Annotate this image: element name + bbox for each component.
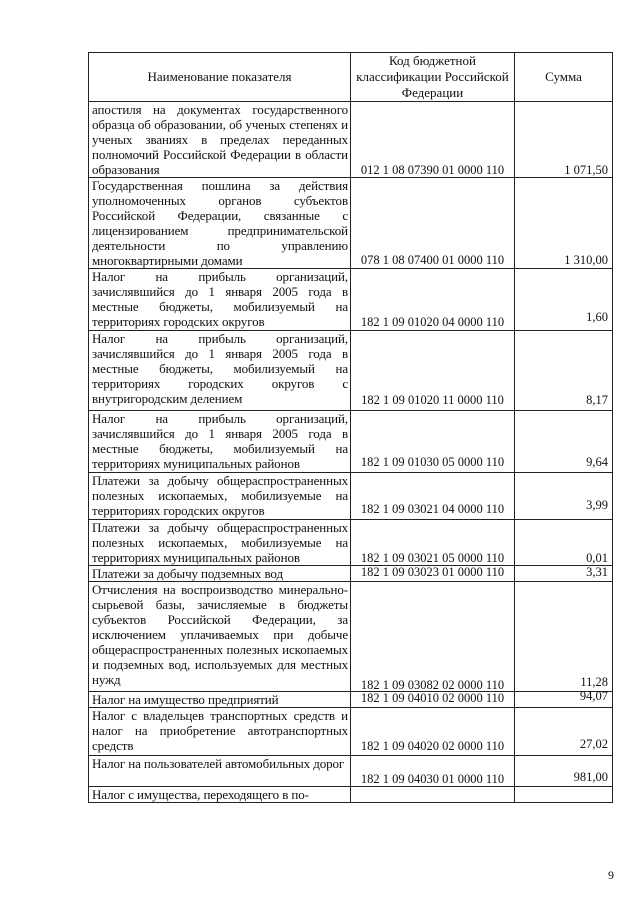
row-name: Налог с имущества, переходящего в по- (92, 787, 309, 802)
table-row (89, 756, 613, 787)
row-sum: 8,17 (586, 393, 608, 407)
row-code: 078 1 08 07400 01 0000 110 (360, 253, 505, 267)
row-code: 182 1 09 04010 02 0000 110 (360, 691, 505, 705)
row-code: 012 1 08 07390 01 0000 110 (360, 163, 505, 177)
header-name: Наименование показателя (89, 53, 351, 102)
row-name: Платежи за добычу подземных вод (92, 566, 283, 581)
row-code: 182 1 09 01020 04 0000 110 (360, 315, 505, 329)
table-row (89, 331, 613, 411)
row-name: апостиля на документах государственного образца об образовании, об ученых степенях и ученых званиях в пределах переданных полномочий Российской Федерации в области образования (92, 102, 348, 177)
table-row (89, 582, 613, 692)
table-row (89, 178, 613, 269)
row-name: Налог на пользователей автомобильных дорог (92, 756, 345, 771)
row-code: 182 1 09 03021 05 0000 110 (360, 551, 505, 565)
table-row (89, 102, 613, 178)
row-sum: 11,28 (580, 675, 608, 689)
row-code: 182 1 09 03023 01 0000 110 (360, 565, 505, 579)
row-code: 182 1 09 04030 01 0000 110 (360, 772, 505, 786)
row-sum: 94,07 (579, 689, 608, 703)
row-sum: 3,31 (586, 565, 608, 579)
row-code: 182 1 09 03021 04 0000 110 (360, 502, 505, 516)
budget-table (88, 52, 613, 803)
row-sum: 0,01 (586, 551, 608, 565)
row-sum: 1,60 (586, 310, 608, 324)
row-name: Налог на прибыль организаций, зачислявшийся до 1 января 2005 года в местные бюджеты, мобилизуемый на территориях городских округов (92, 269, 348, 329)
row-sum: 3,99 (586, 498, 608, 512)
row-sum: 1 071,50 (564, 163, 608, 177)
page-number: 9 (608, 868, 614, 882)
table-row (89, 473, 613, 520)
table-row (89, 411, 613, 473)
table-row (89, 787, 613, 803)
header-code: Код бюджетной классификации Российской Федерации (351, 53, 515, 102)
row-name: Налог на прибыль организаций, зачислявшийся до 1 января 2005 года в местные бюджеты, мобилизуемый на территориях городских округов с внутригородским делением (92, 331, 348, 406)
table-row (89, 692, 613, 708)
table-row (89, 708, 613, 756)
row-name: Налог с владельцев транспортных средств и налог на приобретение автотранспортных средств (92, 708, 348, 753)
table-row (89, 269, 613, 331)
row-code: 182 1 09 01020 11 0000 110 (361, 393, 504, 407)
row-name: Платежи за добычу общераспространенных полезных ископаемых, мобилизуемые на территориях городских округов (92, 473, 348, 518)
table-row (89, 520, 613, 566)
row-code: 182 1 09 03082 02 0000 110 (360, 678, 505, 692)
row-name: Отчисления на воспроизводство минерально-сырьевой базы, зачисляемые в бюджеты субъектов Российской Федерации, за исключением уплачиваемых при добыче общераспространенных полезных ископаемых и подземных вод, используемых для местных нужд (92, 582, 348, 687)
header-sum: Сумма (515, 53, 613, 102)
row-code: 182 1 09 04020 02 0000 110 (360, 739, 505, 753)
row-sum: 981,00 (573, 770, 608, 784)
row-sum: 1 310,00 (564, 253, 608, 267)
row-name: Налог на прибыль организаций, зачислявшийся до 1 января 2005 года в местные бюджеты, мобилизуемый на территориях муниципальных районов (92, 411, 348, 471)
row-name: Налог на имущество предприятий (92, 692, 279, 707)
table-row (89, 566, 613, 582)
row-sum: 27,02 (579, 737, 608, 751)
row-name: Государственная пошлина за действия уполномоченных органов субъектов Российской Федерации, связанные с лицензированием предпринимательской деятельности по управлению многоквартирными домами (92, 178, 348, 268)
row-code: 182 1 09 01030 05 0000 110 (360, 455, 505, 469)
table-header-row (89, 53, 613, 102)
row-sum: 9,64 (586, 455, 608, 469)
row-name: Платежи за добычу общераспространенных полезных ископаемых, мобилизуемые на территориях муниципальных районов (92, 520, 348, 565)
